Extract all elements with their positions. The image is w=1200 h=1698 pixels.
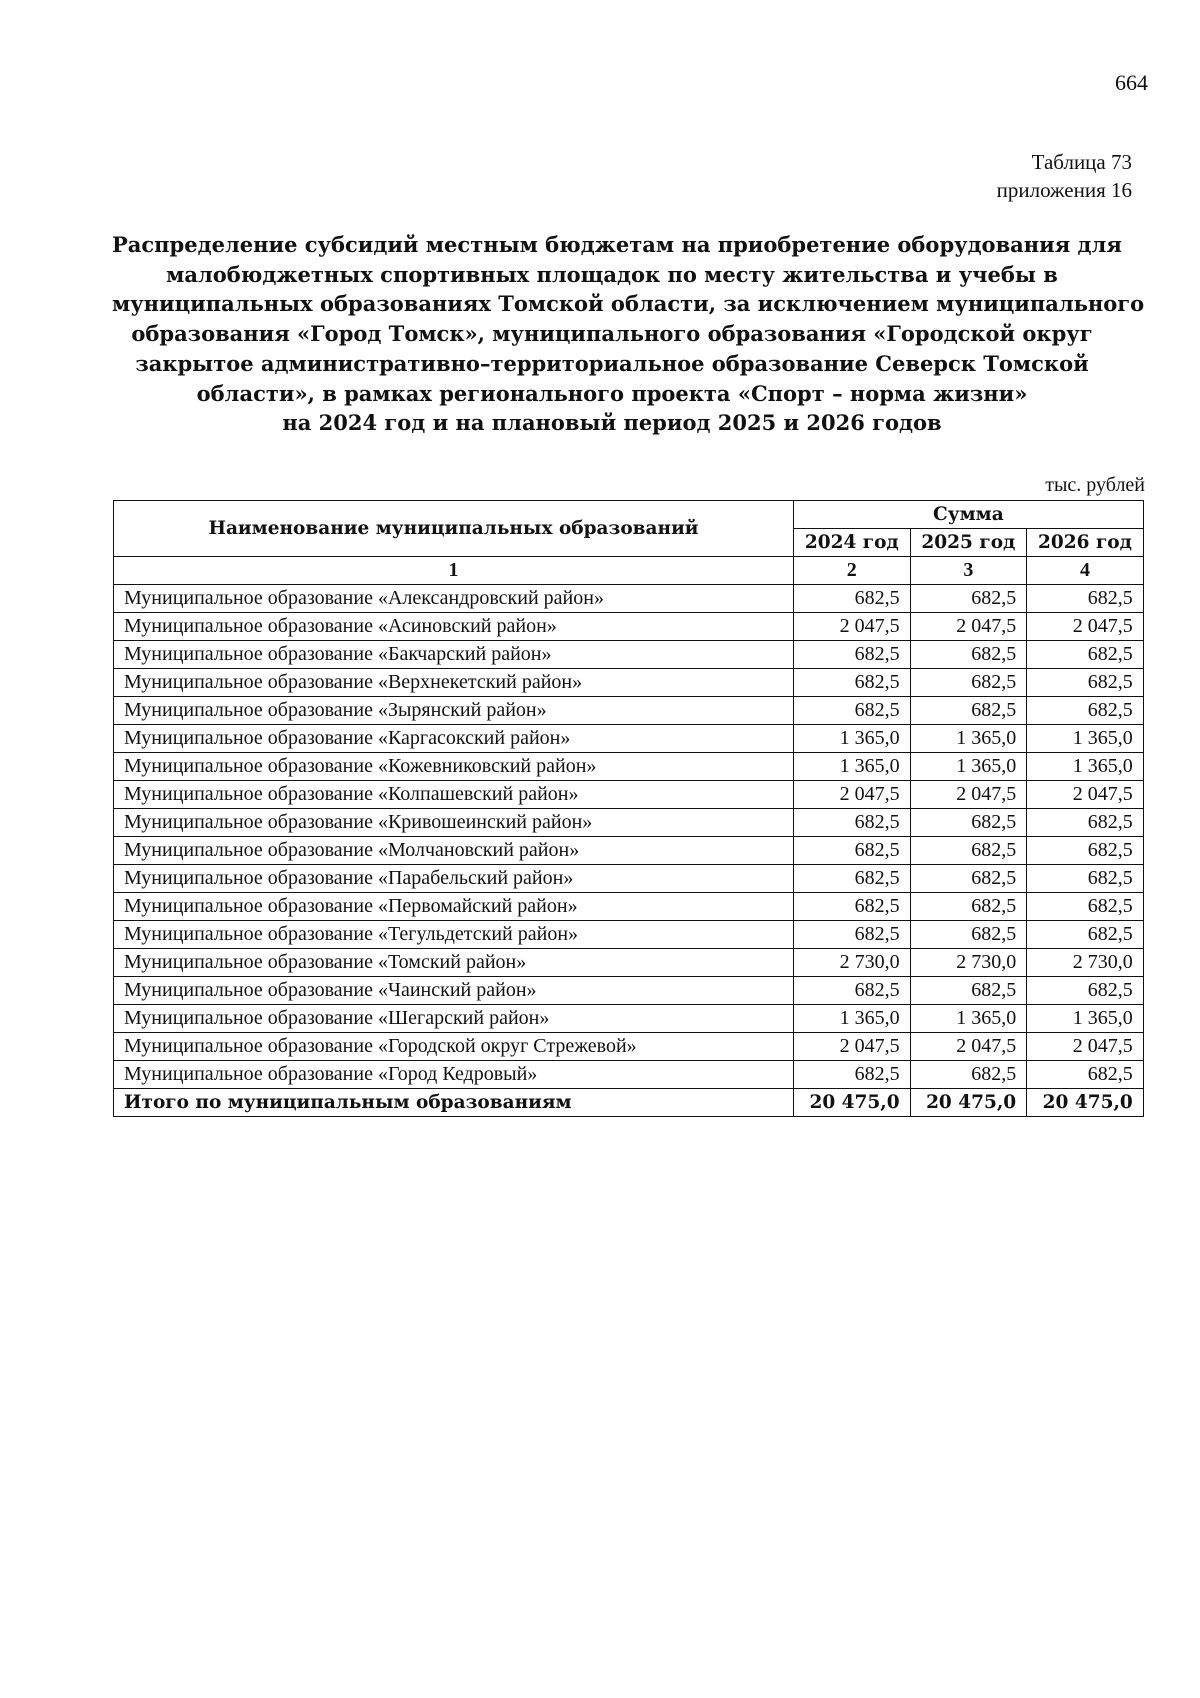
municipality-name: Муниципальное образование «Томский район» <box>114 949 794 977</box>
municipality-name: Муниципальное образование «Кожевниковский район» <box>114 753 794 781</box>
table-row <box>114 585 1144 613</box>
appendix-label: приложения 16 <box>996 178 1132 202</box>
value-2025: 2 730,0 <box>910 949 1027 977</box>
units-label: тыс. рублей <box>1045 474 1145 496</box>
municipality-name: Муниципальное образование «Зырянский район» <box>114 697 794 725</box>
header-year-2024: 2024 год <box>794 529 911 557</box>
header-sum-group: Сумма <box>794 501 1144 529</box>
municipality-name: Муниципальное образование «Александровский район» <box>114 585 794 613</box>
title-line: малобюджетных спортивных площадок по месту жительства и учебы в <box>166 261 1058 287</box>
header-year-2025: 2025 год <box>910 529 1027 557</box>
municipality-name: Муниципальное образование «Тегульдетский район» <box>114 921 794 949</box>
value-2025: 682,5 <box>910 837 1027 865</box>
subsidies-table <box>113 500 1144 1117</box>
total-2025: 20 475,0 <box>910 1089 1027 1117</box>
value-2026: 682,5 <box>1027 893 1144 921</box>
page-number: 664 <box>1115 70 1148 95</box>
value-2025: 1 365,0 <box>910 753 1027 781</box>
title-line: муниципальных образованиях Томской области, за исключением муниципального <box>112 291 1145 317</box>
table-row <box>114 781 1144 809</box>
title-line: области», в рамках регионального проекта «Спорт – норма жизни» <box>196 380 1028 406</box>
value-2025: 2 047,5 <box>910 613 1027 641</box>
value-2025: 682,5 <box>910 585 1027 613</box>
value-2026: 682,5 <box>1027 865 1144 893</box>
total-2026: 20 475,0 <box>1027 1089 1144 1117</box>
title-line: закрытое административно–территориальное образование Северск Томской <box>135 350 1089 376</box>
table-body <box>114 585 1144 1089</box>
table-row <box>114 837 1144 865</box>
value-2026: 2 047,5 <box>1027 781 1144 809</box>
municipality-name: Муниципальное образование «Шегарский район» <box>114 1005 794 1033</box>
value-2026: 682,5 <box>1027 809 1144 837</box>
value-2024: 682,5 <box>794 585 911 613</box>
value-2024: 682,5 <box>794 809 911 837</box>
value-2024: 682,5 <box>794 977 911 1005</box>
value-2025: 1 365,0 <box>910 1005 1027 1033</box>
municipality-name: Муниципальное образование «Кривошеинский район» <box>114 809 794 837</box>
value-2024: 682,5 <box>794 1061 911 1089</box>
value-2025: 682,5 <box>910 921 1027 949</box>
municipality-name: Муниципальное образование «Бакчарский район» <box>114 641 794 669</box>
table-row <box>114 1061 1144 1089</box>
value-2025: 682,5 <box>910 641 1027 669</box>
value-2024: 682,5 <box>794 837 911 865</box>
value-2025: 682,5 <box>910 977 1027 1005</box>
title-line: образования «Город Томск», муниципального образования «Городской округ <box>131 321 1093 347</box>
value-2026: 682,5 <box>1027 697 1144 725</box>
value-2025: 682,5 <box>910 1061 1027 1089</box>
table-row <box>114 893 1144 921</box>
value-2024: 2 047,5 <box>794 613 911 641</box>
value-2025: 682,5 <box>910 893 1027 921</box>
header-row <box>114 501 1144 529</box>
value-2026: 2 047,5 <box>1027 1033 1144 1061</box>
table-row <box>114 809 1144 837</box>
title-line: на 2024 год и на плановый период 2025 и 2026 годов <box>282 410 942 436</box>
total-2024: 20 475,0 <box>794 1089 911 1117</box>
table-row <box>114 977 1144 1005</box>
value-2026: 1 365,0 <box>1027 753 1144 781</box>
table-row <box>114 949 1144 977</box>
column-number: 3 <box>910 557 1027 585</box>
value-2026: 1 365,0 <box>1027 725 1144 753</box>
municipality-name: Муниципальное образование «Каргасокский район» <box>114 725 794 753</box>
value-2026: 682,5 <box>1027 641 1144 669</box>
value-2025: 1 365,0 <box>910 725 1027 753</box>
municipality-name: Муниципальное образование «Город Кедровый» <box>114 1061 794 1089</box>
total-label: Итого по муниципальным образованиям <box>114 1089 794 1117</box>
header-year-2026: 2026 год <box>1027 529 1144 557</box>
value-2025: 682,5 <box>910 809 1027 837</box>
value-2025: 682,5 <box>910 697 1027 725</box>
table-row <box>114 921 1144 949</box>
value-2024: 682,5 <box>794 669 911 697</box>
column-numbers-row <box>114 557 1144 585</box>
value-2026: 682,5 <box>1027 1061 1144 1089</box>
municipality-name: Муниципальное образование «Городской округ Стрежевой» <box>114 1033 794 1061</box>
municipality-name: Муниципальное образование «Молчановский район» <box>114 837 794 865</box>
municipality-name: Муниципальное образование «Асиновский район» <box>114 613 794 641</box>
value-2024: 682,5 <box>794 893 911 921</box>
column-number: 4 <box>1027 557 1144 585</box>
value-2025: 682,5 <box>910 669 1027 697</box>
column-number: 2 <box>794 557 911 585</box>
value-2025: 2 047,5 <box>910 781 1027 809</box>
value-2026: 682,5 <box>1027 837 1144 865</box>
table-row <box>114 725 1144 753</box>
municipality-name: Муниципальное образование «Парабельский район» <box>114 865 794 893</box>
value-2025: 682,5 <box>910 865 1027 893</box>
table-row <box>114 669 1144 697</box>
value-2026: 682,5 <box>1027 977 1144 1005</box>
value-2024: 2 047,5 <box>794 1033 911 1061</box>
value-2024: 1 365,0 <box>794 1005 911 1033</box>
value-2024: 2 730,0 <box>794 949 911 977</box>
table-row <box>114 1033 1144 1061</box>
table-caption <box>997 148 1132 204</box>
table-row <box>114 865 1144 893</box>
value-2024: 1 365,0 <box>794 725 911 753</box>
table-row <box>114 1005 1144 1033</box>
value-2026: 1 365,0 <box>1027 1005 1144 1033</box>
value-2024: 682,5 <box>794 865 911 893</box>
value-2026: 682,5 <box>1027 669 1144 697</box>
table-row <box>114 641 1144 669</box>
table-row <box>114 697 1144 725</box>
municipality-name: Муниципальное образование «Первомайский район» <box>114 893 794 921</box>
table-row <box>114 613 1144 641</box>
value-2024: 1 365,0 <box>794 753 911 781</box>
title-line: Распределение субсидий местным бюджетам на приобретение оборудования для <box>112 232 1122 257</box>
document-title <box>112 230 1145 438</box>
column-number: 1 <box>114 557 794 585</box>
value-2025: 2 047,5 <box>910 1033 1027 1061</box>
value-2026: 682,5 <box>1027 921 1144 949</box>
value-2024: 682,5 <box>794 921 911 949</box>
value-2024: 682,5 <box>794 641 911 669</box>
table-label: Таблица 73 <box>1031 150 1132 174</box>
total-row <box>114 1089 1144 1117</box>
header-name-column: Наименование муниципальных образований <box>114 501 794 557</box>
municipality-name: Муниципальное образование «Чаинский район» <box>114 977 794 1005</box>
table-row <box>114 753 1144 781</box>
value-2026: 682,5 <box>1027 585 1144 613</box>
value-2024: 682,5 <box>794 697 911 725</box>
value-2026: 2 730,0 <box>1027 949 1144 977</box>
value-2026: 2 047,5 <box>1027 613 1144 641</box>
municipality-name: Муниципальное образование «Колпашевский район» <box>114 781 794 809</box>
value-2024: 2 047,5 <box>794 781 911 809</box>
municipality-name: Муниципальное образование «Верхнекетский район» <box>114 669 794 697</box>
